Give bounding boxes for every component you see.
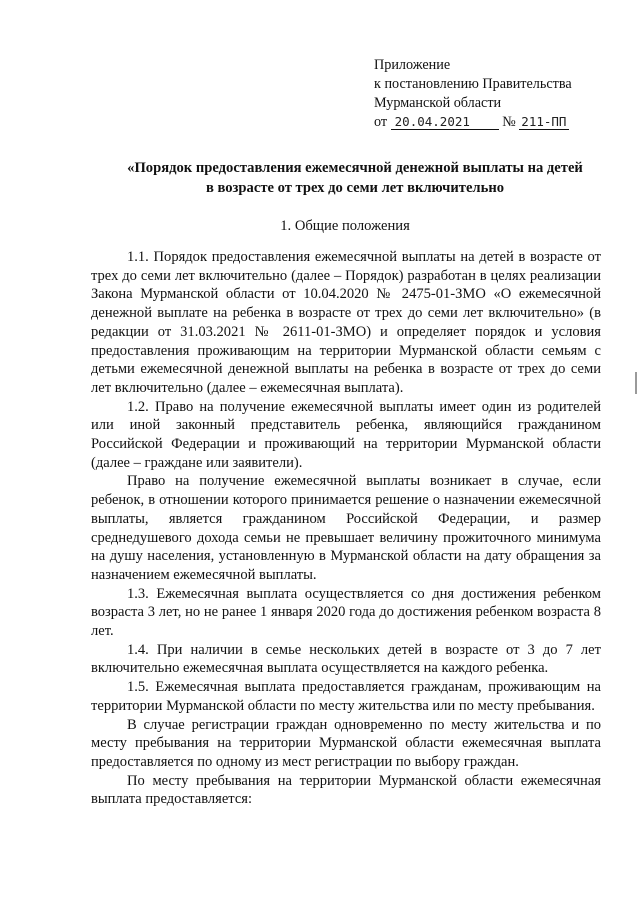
- title-line-1: «Порядок предоставления ежемесячной денежной выплаты на детей: [127, 160, 583, 176]
- document-title: [110, 158, 600, 198]
- date-stamp: 20.04.2021: [391, 115, 499, 130]
- date-prefix: от: [374, 114, 388, 130]
- paragraph-1-4: 1.4. При наличии в семье нескольких детей в возрасте от 3 до 7 лет включительно ежемесячная выплата осуществляется на каждого ребенка.: [91, 641, 601, 677]
- appendix-region: Мурманской области: [374, 95, 502, 111]
- appendix-date-number-line: [374, 113, 624, 132]
- section-heading: 1. Общие положения: [280, 218, 410, 234]
- scan-edge-mark: [635, 372, 637, 394]
- number-prefix: №: [502, 114, 516, 130]
- paragraph-1-5: 1.5. Ежемесячная выплата предоставляется гражданам, проживающим на территории Мурманской области по месту жительства или по месту пребывания.: [91, 679, 601, 714]
- paragraph-registration: В случае регистрации граждан одновременно по месту жительства и по месту пребывания на территории Мурманской области ежемесячная выплата предоставляется по одному из мест регистрации по выбору граждан.: [91, 716, 601, 770]
- title-line-2: в возрасте от трех до семи лет включительно: [205, 180, 505, 196]
- number-stamp: 211-ПП: [519, 115, 569, 130]
- paragraph-place-of-stay: По месту пребывания на территории Мурманской области ежемесячная выплата предоставляется:: [91, 772, 601, 808]
- paragraph-1-1: 1.1. Порядок предоставления ежемесячной выплаты на детей в возрасте от трех до семи лет включительно (далее – Порядок) разработан в целях реализации Закона Мурманской области от 10.04.2020 № 2475-01-ЗМО «О ежемесячной денежной выплате на ребенка в возрасте от трех до семи лет включительно» (в редакции от 31.03.2021 № 2611-01-ЗМО) и определяет порядок и условия предоставления проживающим на территории Мурманской области семьям с детьми ежемесячной денежной выплаты на ребенка в возрасте от трех до семи лет включительно (далее – ежемесячная выплата).: [91, 249, 601, 396]
- paragraph-1-3: 1.3. Ежемесячная выплата осуществляется со дня достижения ребенком возраста 3 лет, но не ранее 1 января 2020 года до достижения ребенком возраста 8 лет.: [91, 585, 601, 640]
- body-text: [91, 248, 601, 809]
- paragraph-1-2: 1.2. Право на получение ежемесячной выплаты имеет один из родителей или иной законный представитель ребенка, являющийся гражданином Российской Федерации и проживающий на территории Мурманской области (далее – граждане или заявители).: [91, 398, 601, 471]
- paragraph-right-condition: Право на получение ежемесячной выплаты возникает в случае, если ребенок, в отношении которого принимается решение о назначении ежемесячной выплаты, является гражданином Российской Федерации, и размер среднедушевого дохода семьи не превышает величину прожиточного минимума на душу населения, установленную в Мурманской области на дату обращения за назначением ежемесячной выплаты.: [91, 473, 601, 583]
- appendix-label: Приложение: [374, 57, 451, 73]
- appendix-decree-reference: к постановлению Правительства: [374, 76, 572, 92]
- appendix-block: [374, 56, 624, 132]
